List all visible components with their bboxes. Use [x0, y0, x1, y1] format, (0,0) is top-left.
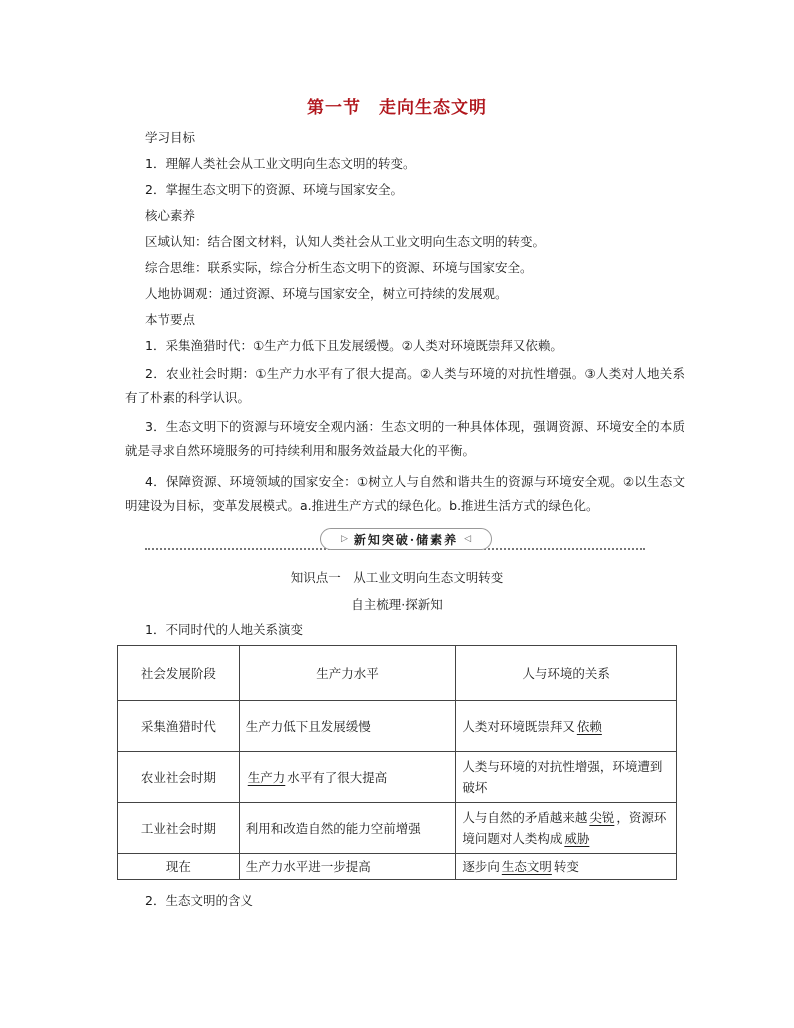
points-heading: 本节要点 [145, 312, 196, 327]
literacy-item: 区域认知：结合图文材料，认知人类社会从工业文明向生态文明的转变。 [145, 234, 546, 249]
table-row [118, 854, 677, 880]
relation-cell: 人与自然的矛盾越来越 尖锐 ，资源环境问题对人类构成 威胁 [456, 803, 677, 854]
header-cell: 社会发展阶段 [118, 646, 240, 701]
stage-cell: 工业社会时期 [118, 803, 240, 854]
table-row [118, 752, 677, 803]
stage-cell: 农业社会时期 [118, 752, 240, 803]
productivity-cell: 生产力 水平有了很大提高 [239, 752, 456, 803]
stage-cell: 采集渔猎时代 [118, 701, 240, 752]
table-header-row [118, 646, 677, 701]
header-cell: 人与环境的关系 [456, 646, 677, 701]
productivity-cell: 利用和改造自然的能力空前增强 [239, 803, 456, 854]
relation-cell: 人类与环境的对抗性增强，环境遭到破坏 [456, 752, 677, 803]
fill-blank: 依赖 [576, 718, 602, 734]
table-row [118, 701, 677, 752]
knowledge-point-heading: 知识点一 从工业文明向生态文明转变 [290, 570, 504, 585]
section-banner [145, 528, 645, 554]
stage-cell: 现在 [118, 854, 240, 880]
relation-cell: 人类对环境既崇拜又 依赖 [456, 701, 677, 752]
goal-item: 1．理解人类社会从工业文明向生态文明的转变。 [145, 156, 416, 171]
play-right-icon: ▷ [340, 534, 348, 544]
header-cell: 生产力水平 [239, 646, 456, 701]
productivity-cell: 生产力水平进一步提高 [239, 854, 456, 880]
point-item: 2．农业社会时期：①生产力水平有了很大提高。②人类与环境的对抗性增强。③人类对人地关系有了朴素的科学认识。 [125, 366, 685, 405]
fill-blank: 生产力 [247, 769, 286, 785]
section-title [0, 93, 794, 118]
point-item: 4．保障资源、环境领域的国家安全：①树立人与自然和谐共生的资源与环境安全观。②以生态文明建设为目标，变革发展模式。a.推进生产方式的绿色化。b.推进生活方式的绿色化。 [125, 474, 685, 513]
next-heading: 2．生态文明的含义 [145, 893, 253, 908]
literacy-heading: 核心素养 [145, 208, 196, 223]
banner-label [320, 528, 492, 550]
point-item: 1．采集渔猎时代：①生产力低下且发展缓慢。②人类对环境既崇拜又依赖。 [145, 338, 563, 353]
banner-text: 新知突破·储素养 [353, 532, 459, 547]
goal-item: 2．掌握生态文明下的资源、环境与国家安全。 [145, 182, 403, 197]
goals-heading: 学习目标 [145, 130, 196, 145]
table-caption: 1．不同时代的人地关系演变 [145, 622, 303, 637]
literacy-item: 综合思维：联系实际，综合分析生态文明下的资源、环境与国家安全。 [145, 260, 533, 275]
fill-blank: 威胁 [564, 831, 590, 846]
relation-table [117, 645, 677, 880]
fill-blank: 尖锐 [589, 810, 615, 825]
section-name: 走向生态文明 [379, 98, 487, 118]
fill-blank: 生态文明 [501, 859, 552, 874]
literacy-item: 人地协调观：通过资源、环境与国家安全，树立可持续的发展观。 [145, 286, 508, 301]
sub-heading: 自主梳理·探新知 [351, 597, 443, 612]
relation-cell: 逐步向 生态文明 转变 [456, 854, 677, 880]
point-item: 3．生态文明下的资源与环境安全观内涵：生态文明的一种具体体现，强调资源、环境安全的本质就是寻求自然环境服务的可持续利用和服务效益最大化的平衡。 [125, 419, 685, 458]
play-left-icon: ◁ [464, 534, 472, 544]
productivity-cell: 生产力低下且发展缓慢 [239, 701, 456, 752]
section-number: 第一节 [307, 98, 361, 118]
table-row [118, 803, 677, 854]
